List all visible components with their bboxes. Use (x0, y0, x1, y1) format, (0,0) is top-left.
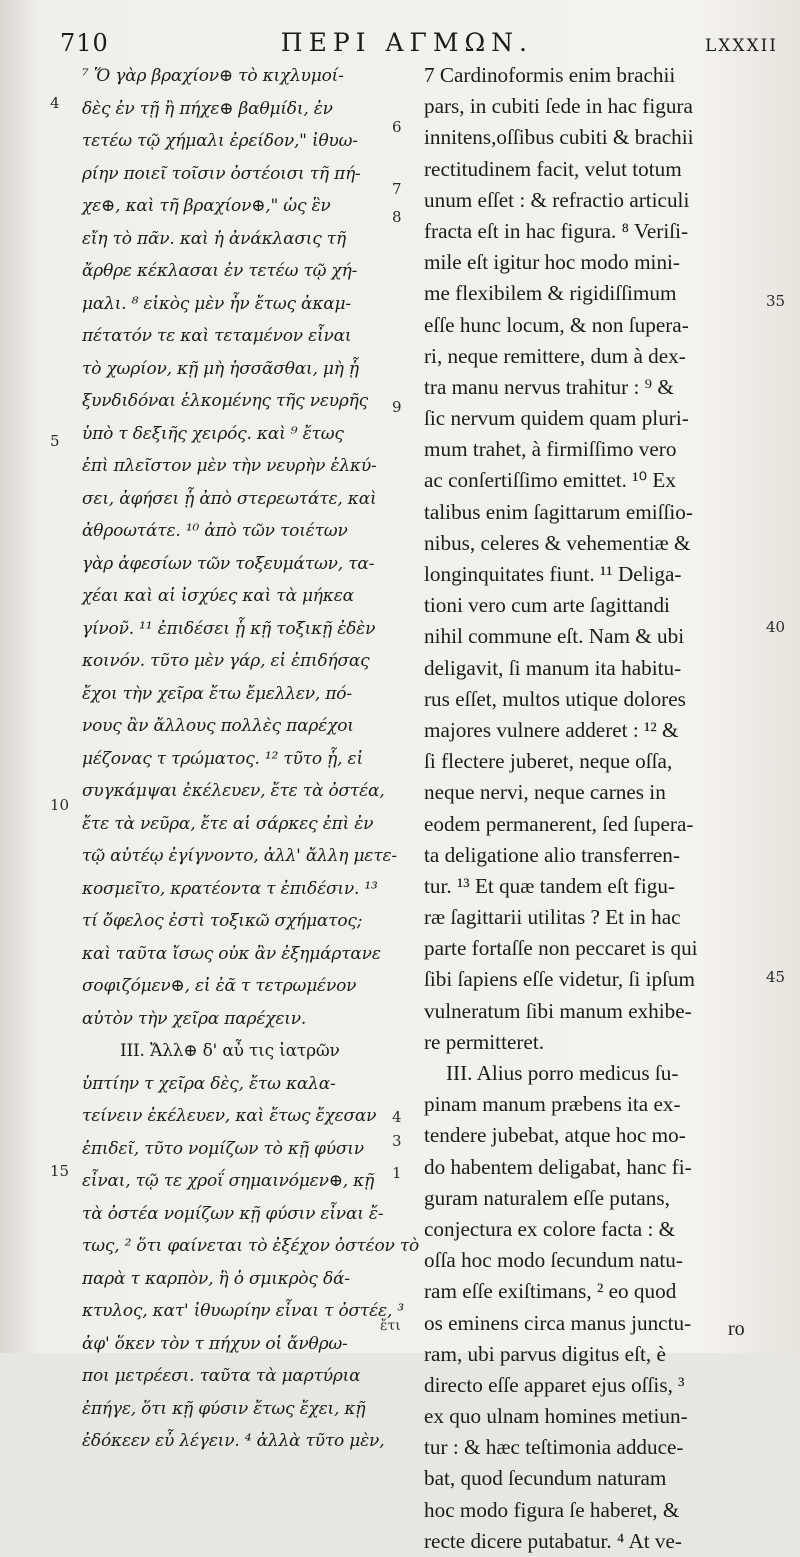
latin-text-line: eodem permanerent, ſed ſupera- (424, 811, 694, 836)
latin-text-line: guram naturalem eſſe putans, (424, 1185, 670, 1210)
margin-number-middle: 1 (392, 1164, 402, 1182)
margin-number-right: 40 (766, 618, 786, 636)
margin-number-left: 4 (50, 94, 60, 112)
latin-text-line: ſic nervum quidem quam pluri- (424, 406, 689, 431)
latin-text-column (424, 60, 764, 1557)
latin-text-line: unum eſſet : & refractio articuli (424, 187, 690, 212)
latin-text-line: conjectura ex colore facta : & (424, 1216, 676, 1241)
latin-text-line: os eminens circa manus junctu- (424, 1310, 692, 1335)
latin-text-line: ac conſertiſſimo emittet. ¹⁰ Ex (424, 468, 676, 493)
latin-text-line: bat, quod ſecundum naturam (424, 1466, 667, 1491)
margin-number-middle: 7 (392, 180, 402, 198)
greek-text-line: ἀφ' ὅκεν τὸν τ πήχυν οἱ ἄνθρω- (82, 1333, 348, 1354)
greek-text-line: τὰ ὀστέα νομίζων κῇ φύσιν εἶναι ἔ- (82, 1203, 384, 1224)
greek-text-line: κοσμεῖτο, κρατέοντα τ ἐπιδέσιν. ¹³ (82, 878, 378, 899)
margin-number-middle: 6 (392, 118, 402, 136)
greek-text-line: ξυνδιδόναι ἑλκομένης τῆς νευρῆς (82, 391, 368, 411)
greek-text-line: III. Ἄλλ⊕ δ' αὖ τις ἰατρῶν (120, 1041, 340, 1061)
latin-text-line: nihil commune eſt. Nam & ubi (424, 624, 685, 649)
latin-text-line: III. Alius porro medicus ſu- (446, 1061, 679, 1085)
greek-text-line: μαλι. ⁸ εἰκὸς μὲν ἦν ἔτως ἀκαμ- (82, 293, 351, 314)
latin-text-line: ram eſſe exiſtimans, ² eo quod (424, 1279, 677, 1304)
greek-text-line: χε⊕, καὶ τῆ βραχίον⊕," ὡς ἓν (82, 196, 331, 216)
latin-text-line: ræ ſagittarii utilitas ? Et in hac (424, 905, 681, 930)
greek-text-line: καὶ ταῦτα ἴσως οὐκ ἂν ἐξημάρτανε (82, 943, 381, 964)
chapter-number: LXXXII (704, 36, 778, 56)
greek-text-line: ἀθροωτάτε. ¹⁰ ἀπὸ τῶν τοιέτων (82, 521, 348, 541)
margin-number-middle: 4 (392, 1108, 402, 1126)
latin-text-line: eſſe hunc locum, & non ſupera- (424, 312, 689, 337)
greek-text-line: τως, ² ὅτι φαίνεται τὸ ἐξέχον ὀστέον τὸ (82, 1236, 420, 1256)
running-head (60, 28, 778, 64)
latin-text-line: innitens,oſſibus cubiti & brachii (424, 125, 694, 150)
greek-text-line: τῷ αὐτέῳ ἐγίγνοντο, ἀλλ' ἄλλη μετε- (82, 846, 397, 866)
latin-text-line: ex quo ulnam homines metiun- (424, 1404, 688, 1429)
latin-text-line: recte dicere putabatur. ⁴ At ve- (424, 1528, 682, 1553)
greek-text-line: ἐδόκεεν εὖ λέγειν. ⁴ ἀλλὰ τῦτο μὲν, (82, 1431, 385, 1451)
latin-text-line: mum trahet, à firmiſſimo vero (424, 437, 677, 462)
greek-text-line: ὑπτίην τ χεῖρα δὲς, ἔτω καλα- (82, 1073, 336, 1094)
latin-text-line: oſſa hoc modo ſecundum natu- (424, 1248, 683, 1273)
latin-text-line: hoc modo figura ſe haberet, & (424, 1497, 680, 1522)
greek-text-line: ἐπήγε, ὅτι κῇ φύσιν ἔτως ἔχει, κῇ (82, 1398, 366, 1419)
latin-text-line: ta deligatione alio transferren- (424, 842, 680, 867)
margin-number-middle: 9 (392, 398, 402, 416)
greek-text-line: γίνον̃. ¹¹ ἐπιδέσει ᾗ κῇ τοξικῇ ἐδὲν (82, 618, 376, 639)
greek-text-line: γὰρ ἀφεσίων τῶν τοξευμάτων, τα- (82, 553, 375, 574)
greek-text-line: χέαι καὶ αἱ ἰσχύες καὶ τὰ μήκεα (82, 586, 354, 606)
margin-number-left: 10 (50, 796, 70, 814)
latin-text-line: rectitudinem facit, velut totum (424, 156, 682, 181)
latin-text-line: rus eſſet, multos utique dolores (424, 686, 686, 711)
greek-text-line: τείνειν ἐκέλευεν, καὶ ἔτως ἔχεσαν (82, 1106, 377, 1126)
latin-text-line: do habentem deligabat, hanc fi- (424, 1154, 692, 1179)
latin-text-line: talibus enim ſagittarum emiſſio- (424, 499, 693, 524)
greek-text-line: τετέω τῷ χήμαλι ἐρείδον," ἰθυω- (82, 131, 358, 151)
greek-text-line: τί ὄφελος ἐστὶ τοξικῶ σχήματος; (82, 911, 363, 931)
latin-text-line: me flexibilem & rigidiſſimum (424, 281, 677, 306)
greek-text-line: ὑπὸ τ δεξιῆς χειρός. καὶ ⁹ ἔτως (82, 423, 344, 444)
latin-text-line: vulneratum ſibi manum exhibe- (424, 998, 692, 1023)
greek-text-line: κτυλος, κατ' ἰθυωρίην εἶναι τ ὀστέε, ³ (82, 1301, 405, 1321)
greek-text-line: εἶναι, τῷ τε χροΐ σημαινόμεν⊕, κῇ (82, 1171, 375, 1191)
catchword: ro (728, 1318, 745, 1340)
margin-number-right: 45 (766, 968, 786, 986)
latin-text-line: pinam manum præbens ita ex- (424, 1092, 681, 1117)
latin-text-line: re permitteret. (424, 1029, 544, 1054)
greek-text-line: σει, ἀφήσει ᾗ ἀπὸ στερεωτάτε, καὶ (82, 488, 377, 509)
latin-text-line: directo eſſe apparet ejus oſſis, ³ (424, 1372, 685, 1397)
latin-text-line: ſibi ſapiens eſſe videtur, ſi ipſum (424, 967, 696, 992)
margin-number-middle: 8 (392, 208, 402, 226)
greek-text-line: ἔχοι τὴν χεῖρα ἔτω ἔμελλεν, πό- (82, 683, 352, 704)
latin-text-line: tioni vero cum arte ſagittandi (424, 593, 670, 618)
page-title: ΠΕΡΙ ΑΓΜΩΝ. (280, 28, 534, 57)
greek-text-line: ἔτε τὰ νεῦρα, ἔτε αἱ σάρκες ἐπὶ ἐν (82, 813, 374, 834)
greek-text-line: πέτατόν τε καὶ τεταμένον εἶναι (82, 326, 352, 346)
greek-text-line: μέζονας τ τρώματος. ¹² τῦτο ᾗ, εἰ (82, 748, 363, 769)
latin-text-line: nibus, celeres & vehementiæ & (424, 530, 691, 555)
latin-text-line: tur : & hæc teſtimonia adduce- (424, 1435, 684, 1460)
latin-text-line: tur. ¹³ Et quæ tandem eſt figu- (424, 873, 676, 898)
latin-text-line: fracta eſt in hac figura. ⁸ Veriſi- (424, 218, 689, 243)
margin-number-middle: 3 (392, 1132, 402, 1150)
latin-text-line: ri, neque remittere, dum à dex- (424, 343, 686, 368)
greek-text-line: δὲς ἐν τῇ ἢ πήχε⊕ βαθμίδι, ἐν (82, 98, 333, 119)
margin-number-left: 15 (50, 1162, 70, 1180)
latin-text-line: 7 Cardinoformis enim brachii (424, 63, 676, 87)
footer-mark: ἔτι (380, 1318, 401, 1334)
greek-text-line: ποι μετρέεσι. ταῦτα τὰ μαρτύρια (82, 1366, 361, 1386)
latin-text-line: deligavit, ſi manum ita habitu- (424, 655, 682, 680)
greek-text-line: τὸ χωρίον, κῇ μὴ ἡσσᾶσθαι, μὴ ᾗ (82, 358, 359, 379)
greek-text-line: εἴη τὸ πᾶν. καὶ ἡ ἀνάκλασις τῆ (82, 228, 346, 249)
latin-text-line: parte fortaſſe non peccaret is qui (424, 936, 698, 961)
greek-text-line: αὐτὸν τὴν χεῖρα παρέχειν. (82, 1008, 307, 1029)
latin-text-line: pars, in cubiti ſede in hac figura (424, 94, 693, 119)
greek-text-line: συγκάμψαι ἐκέλευεν, ἔτε τὰ ὀστέα, (82, 781, 385, 801)
greek-text-line: παρὰ τ καρπὸν, ἣ ὁ σμικρὸς δά- (82, 1268, 350, 1289)
margin-number-left: 5 (50, 432, 60, 450)
latin-text-line: ram, ubi parvus digitus eſt, è (424, 1341, 666, 1366)
latin-text-line: ſi flectere juberet, neque oſſa, (424, 749, 673, 774)
latin-text-line: neque nervi, neque carnes in (424, 780, 666, 805)
latin-text-line: mile eſt igitur hoc modo mini- (424, 250, 680, 275)
latin-text-line: majores vulnere adderet : ¹² & (424, 717, 679, 742)
latin-text-line: longinquitates fiunt. ¹¹ Deliga- (424, 562, 682, 586)
greek-text-line: σοφιζόμεν⊕, εἰ ἐᾶ τ τετρωμένον (82, 976, 357, 996)
greek-text-line: κοινόν. τῦτο μὲν γάρ, εἰ ἐπιδήσας (82, 651, 370, 671)
greek-text-column (82, 60, 420, 1458)
greek-text-line: ρίην ποιεῖ τοῖσιν ὀστέοισι τῆ πή- (82, 163, 361, 184)
greek-text-line: ἐπὶ πλεῖστον μὲν τὴν νευρὴν ἑλκύ- (82, 456, 377, 476)
greek-text-line: νους ἂν ἄλλους πολλὲς παρέχοι (82, 716, 354, 736)
margin-number-right: 35 (766, 292, 786, 310)
latin-text-line: tendere jubebat, atque hoc mo- (424, 1123, 686, 1148)
greek-text-line: ⁷ Ὅ γὰρ βραχίον⊕ τὸ κιχλυμοί- (82, 66, 344, 86)
greek-text-line: ἐπιδεῖ, τῦτο νομίζων τὸ κῇ φύσιν (82, 1138, 364, 1159)
latin-text-line: tra manu nervus trahitur : ⁹ & (424, 374, 674, 399)
greek-text-line: ἄρθρε κέκλασαι ἐν τετέω τῷ χή- (82, 261, 358, 281)
page-number: 710 (60, 29, 109, 57)
